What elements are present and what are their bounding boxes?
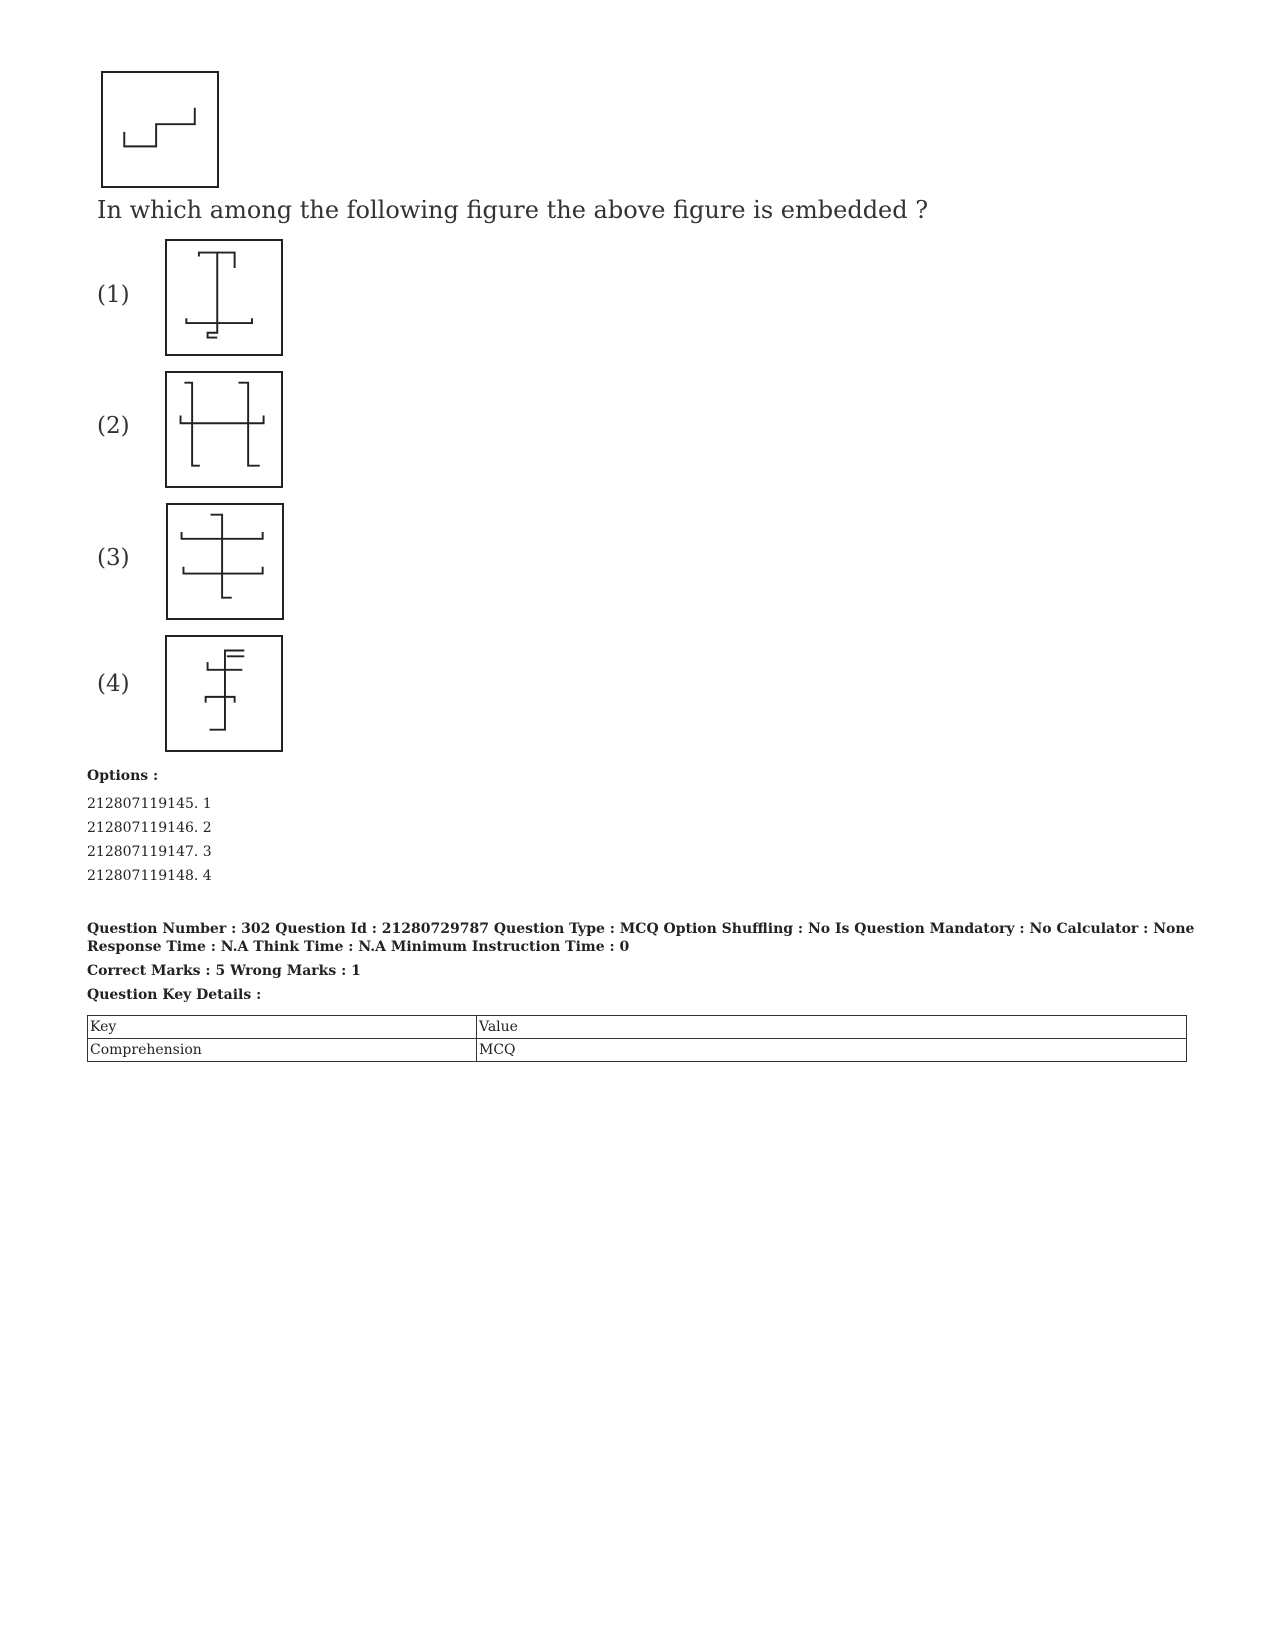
answer-figure-2: [165, 371, 283, 488]
option-item-4: 212807119148. 4: [87, 868, 212, 884]
key-details-table: [87, 1015, 1187, 1062]
meta-line-2: Response Time : N.A Think Time : N.A Minimum Instruction Time : 0: [87, 939, 630, 955]
option-item-1: 212807119145. 1: [87, 796, 212, 812]
table-header-key: Key: [88, 1016, 477, 1039]
answer-figure-4-drawing: [167, 637, 281, 750]
key-details-heading: Question Key Details :: [87, 987, 262, 1003]
option-item-2: 212807119146. 2: [87, 820, 212, 836]
answer-figure-2-drawing: [167, 373, 281, 486]
options-heading: Options :: [87, 768, 159, 784]
table-row: [88, 1039, 1187, 1062]
table-cell-value: MCQ: [477, 1039, 1187, 1062]
meta-line-1: Question Number : 302 Question Id : 21280729787 Question Type : MCQ Option Shuffling : No Is Question Mandatory : No Calculator : None: [87, 921, 1195, 937]
question-text: In which among the following figure the above figure is embedded ?: [97, 196, 929, 224]
marks-line: Correct Marks : 5 Wrong Marks : 1: [87, 963, 361, 979]
answer-figure-4: [165, 635, 283, 752]
answer-figure-3-drawing: [168, 505, 282, 618]
option-item-3: 212807119147. 3: [87, 844, 212, 860]
question-figure-drawing: [103, 73, 217, 186]
question-meta: [87, 920, 1194, 1004]
table-header-row: [88, 1016, 1187, 1039]
answer-figure-1: [165, 239, 283, 356]
figure-label-1: (1): [97, 282, 130, 308]
table-cell-key: Comprehension: [88, 1039, 477, 1062]
figure-label-4: (4): [97, 671, 130, 697]
options-list: [87, 792, 212, 888]
figure-label-2: (2): [97, 413, 130, 439]
question-figure: [101, 71, 219, 188]
answer-figure-3: [166, 503, 284, 620]
figure-label-3: (3): [97, 545, 130, 571]
answer-figure-1-drawing: [167, 241, 281, 354]
table-header-value: Value: [477, 1016, 1187, 1039]
